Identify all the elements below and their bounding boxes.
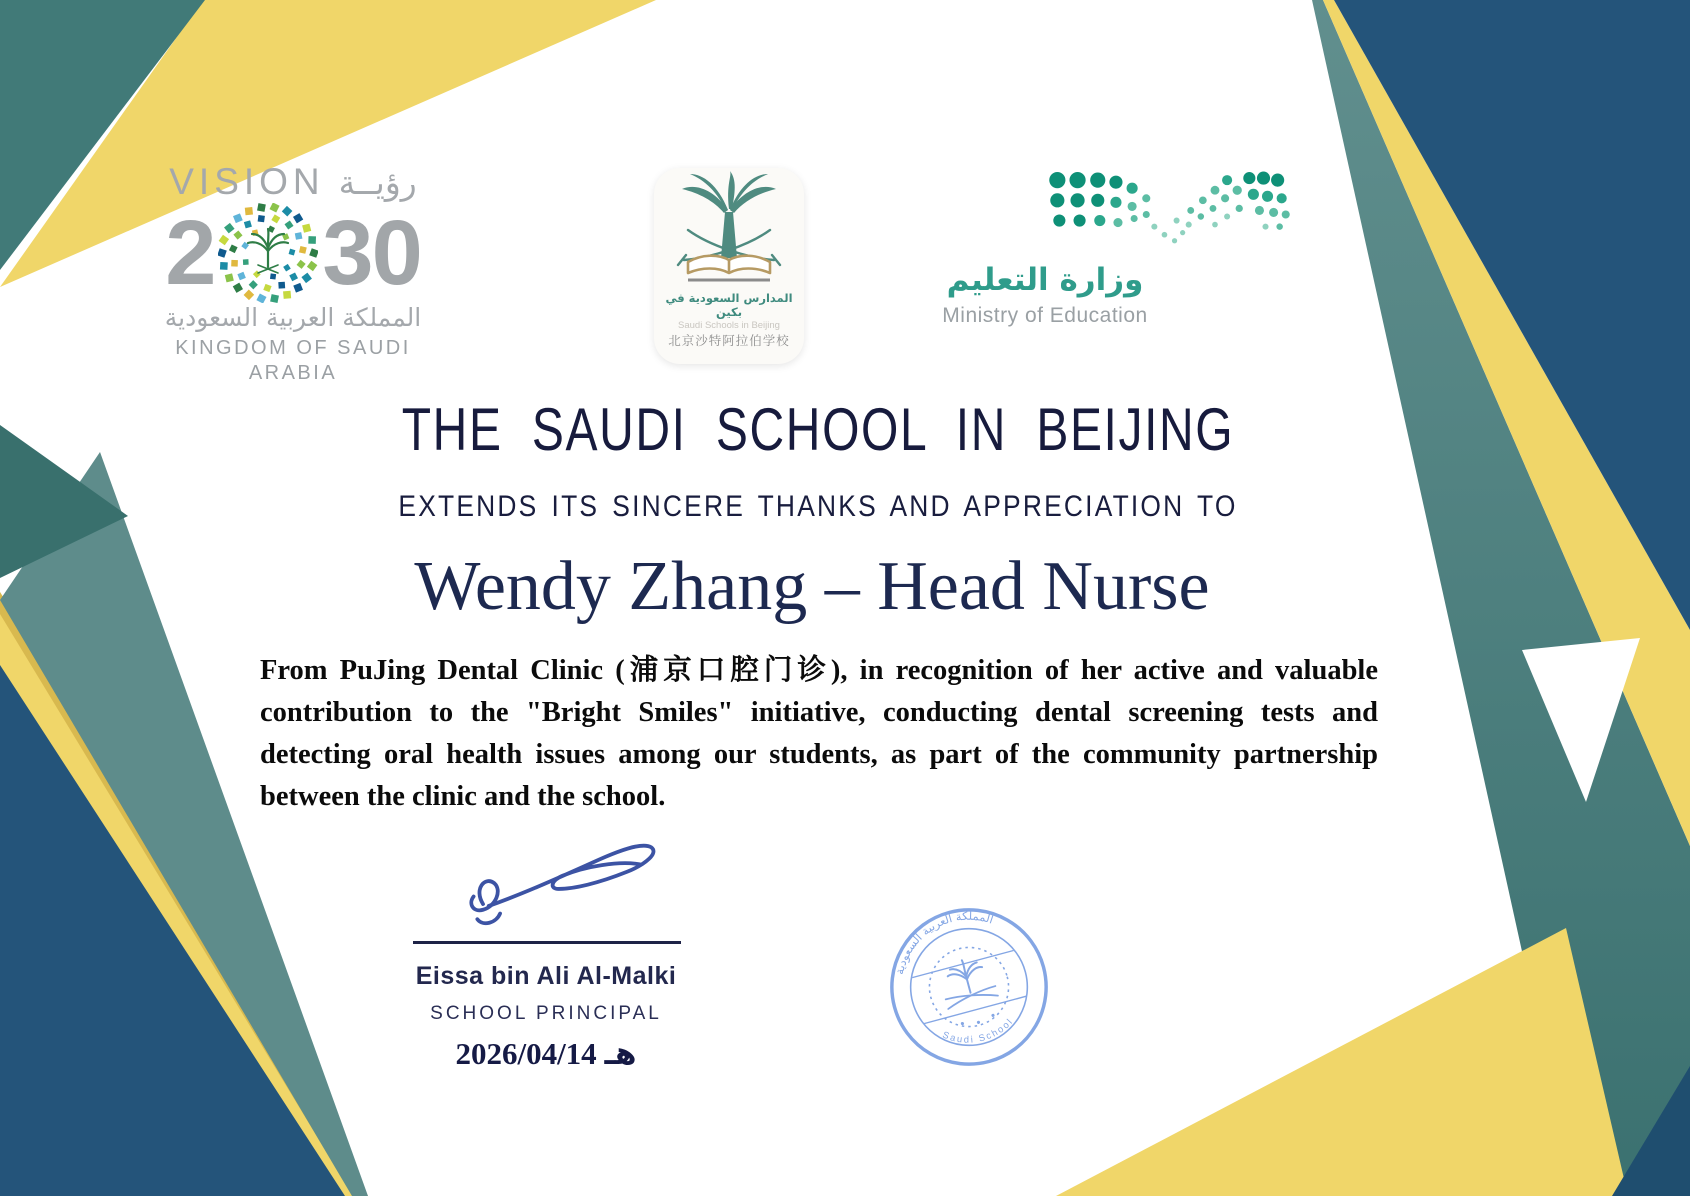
- school-arabic-text: المدارس السعودية في بكين: [665, 291, 793, 319]
- stamp-top-text: المملكة العربية السعودية: [892, 908, 996, 976]
- open-book-icon: [688, 256, 770, 273]
- vision-text: VISION: [169, 161, 325, 202]
- year-digit-2: 2: [165, 202, 215, 304]
- vision-2030-wordmark: [148, 162, 438, 203]
- school-english-text: Saudi Schools in Beijing: [678, 320, 780, 331]
- certificate-date: هـ 2026/04/14: [455, 1036, 637, 1071]
- moe-dots-pattern-icon: [1047, 168, 1290, 264]
- school-emblem-icon: [654, 168, 804, 286]
- stamp-bottom-text: Saudi School: [941, 1015, 1016, 1045]
- certificate-subtitle: EXTENDS ITS SINCERE THANKS AND APPRECIATION TO: [398, 490, 1238, 523]
- signatory-role: SCHOOL PRINCIPAL: [430, 1003, 662, 1024]
- svg-text:المملكة العربية السعودية: [880, 900, 1004, 979]
- school-stamp-seal: [880, 898, 1058, 1076]
- signature-line: [413, 941, 681, 944]
- vision-2030-logo: [148, 162, 438, 386]
- palm-tree-icon: [682, 171, 776, 258]
- saudi-schools-beijing-logo: [654, 168, 804, 364]
- year-digits-30: 30: [322, 202, 421, 304]
- school-chinese-text: 北京沙特阿拉伯学校: [668, 334, 790, 348]
- signatory-name: Eissa bin Ali Al-Malki: [415, 962, 677, 990]
- kingdom-arabic-text: المملكة العربية السعودية: [164, 303, 422, 332]
- vision-arabic-text: رؤيــة: [338, 163, 417, 202]
- vision-2030-year: [148, 202, 438, 304]
- kingdom-english-text: KINGDOM OF SAUDI ARABIA: [175, 337, 411, 384]
- ministry-of-education-logo: [930, 164, 1300, 344]
- moe-arabic-text: وزارة التعليم: [946, 262, 1144, 298]
- recipient-name: Wendy Zhang – Head Nurse: [414, 548, 1210, 625]
- moe-english-text: Ministry of Education: [942, 304, 1148, 327]
- certificate-title: THE SAUDI SCHOOL IN BEIJING: [401, 396, 1235, 463]
- certificate-body-text: From PuJing Dental Clinic (浦京口腔门诊), in recognition of her active and valuable contribution to the "Bright Smiles" initiative, conducting dental screening tests and detecting oral health issues among our students, as part of the community partnership between the clinic and the school.: [260, 655, 1378, 812]
- vision-2030-mosaic-icon: [218, 203, 318, 303]
- principal-signature: [428, 836, 678, 940]
